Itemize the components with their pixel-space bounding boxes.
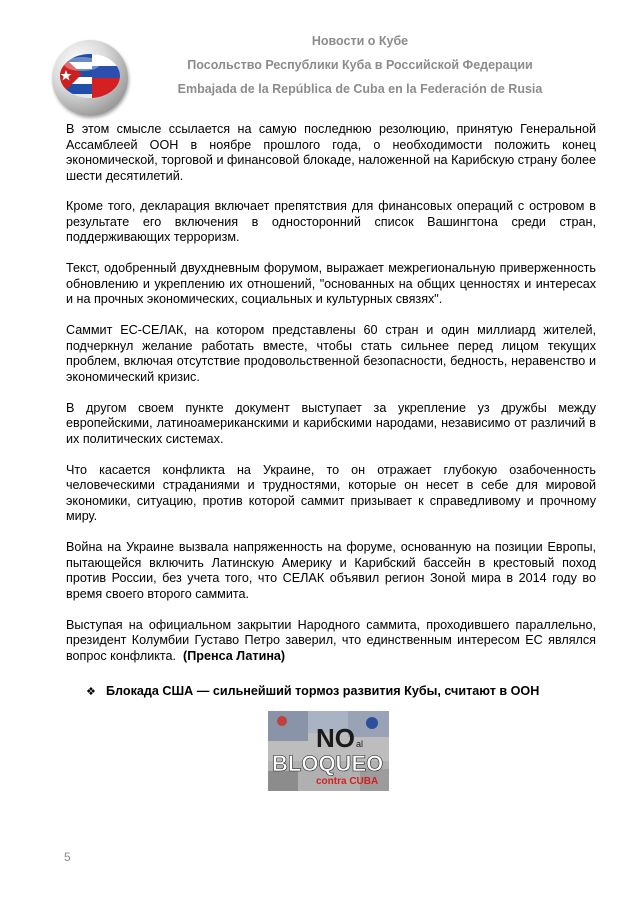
photo-word-contra: contra CUBA [316, 776, 379, 787]
paragraph: В этом смысле ссылается на самую последнюю резолюцию, принятую Генеральной Ассамблеей ООН в ноябре прошлого года, о необходимости положить конец экономической, торговой и финансовой блокаде, наложенной на Карибскую страну более шести десятилетий. [66, 122, 596, 183]
page-header [0, 0, 642, 108]
page-number: 5 [64, 850, 71, 864]
paragraph-last-text: Выступая на официальном закрытии Народного саммита, проходившего параллельно, президент Колумбии Густаво Петро заверил, что единственным интересом ЕС являлся вопрос конфликта. [66, 617, 596, 663]
paragraph: В другом своем пункте документ выступает за укрепление уз дружбы между европейскими, латиноамериканскими и карибскими народами, независимо от различий в их политических системах. [66, 400, 596, 446]
next-item [86, 684, 586, 700]
paragraph-last [66, 618, 596, 665]
header-embassy-es: Embajada de la República de Cuba en la Federación de Rusia [177, 82, 543, 96]
header-title: Новости о Кубе [311, 34, 409, 48]
paragraph: Кроме того, декларация включает препятствия для финансовых операций с островом в результате его включения в односторонний список Вашингтона среди стран, поддерживающих терроризм. [66, 199, 596, 244]
paragraph: Саммит ЕС-СЕЛАК, на котором представлены 60 стран и один миллиард жителей, подчеркнул желание работать вместе, чтобы стать сильнее перед лицом текущих проблем, включая отсутствие продовольственной безопасности, бедность, неравенство и экономический кризис. [66, 323, 596, 384]
article-body [66, 122, 596, 680]
paragraph: Что касается конфликта на Украине, то он отражает глубокую озабоченность человеческими страданиями и трудностями, которые он несет в себе для мировой экономики, ситуацию, против которой саммит призывает к справедливому и прочному миру. [66, 462, 596, 523]
source-credit: (Пренса Латина) [183, 648, 286, 663]
blockade-photo [268, 711, 389, 791]
paragraph: Война на Украине вызвала напряженность на форуме, основанную на позиции Европы, пытающейся включить Латинскую Америку и Карибский бассейн в крестовый поход против России, без учета того, что СЕЛАК объявил регион Зоной мира в 2014 году во время своего второго саммита. [66, 540, 596, 601]
photo-word-al: al [356, 739, 364, 749]
photo-word-bloqueo: BLOQUEO [272, 751, 384, 776]
photo-word-no: NO [316, 723, 355, 753]
paragraph: Текст, одобренный двухдневным форумом, выражает межрегиональную приверженность обновлению и укреплению их отношений, "основанных на общих ценностях и интересах и на прочных экономических, социальных и культурных связях". [66, 261, 596, 306]
diamond-bullet-icon: ❖ [86, 686, 96, 698]
header-embassy-ru: Посольство Республики Куба в Российской Федерации [187, 58, 533, 72]
cuba-russia-flag-logo-icon [52, 40, 128, 116]
next-item-headline[interactable]: Блокада США — сильнейший тормоз развития Кубы, считают в ООН [106, 684, 540, 698]
